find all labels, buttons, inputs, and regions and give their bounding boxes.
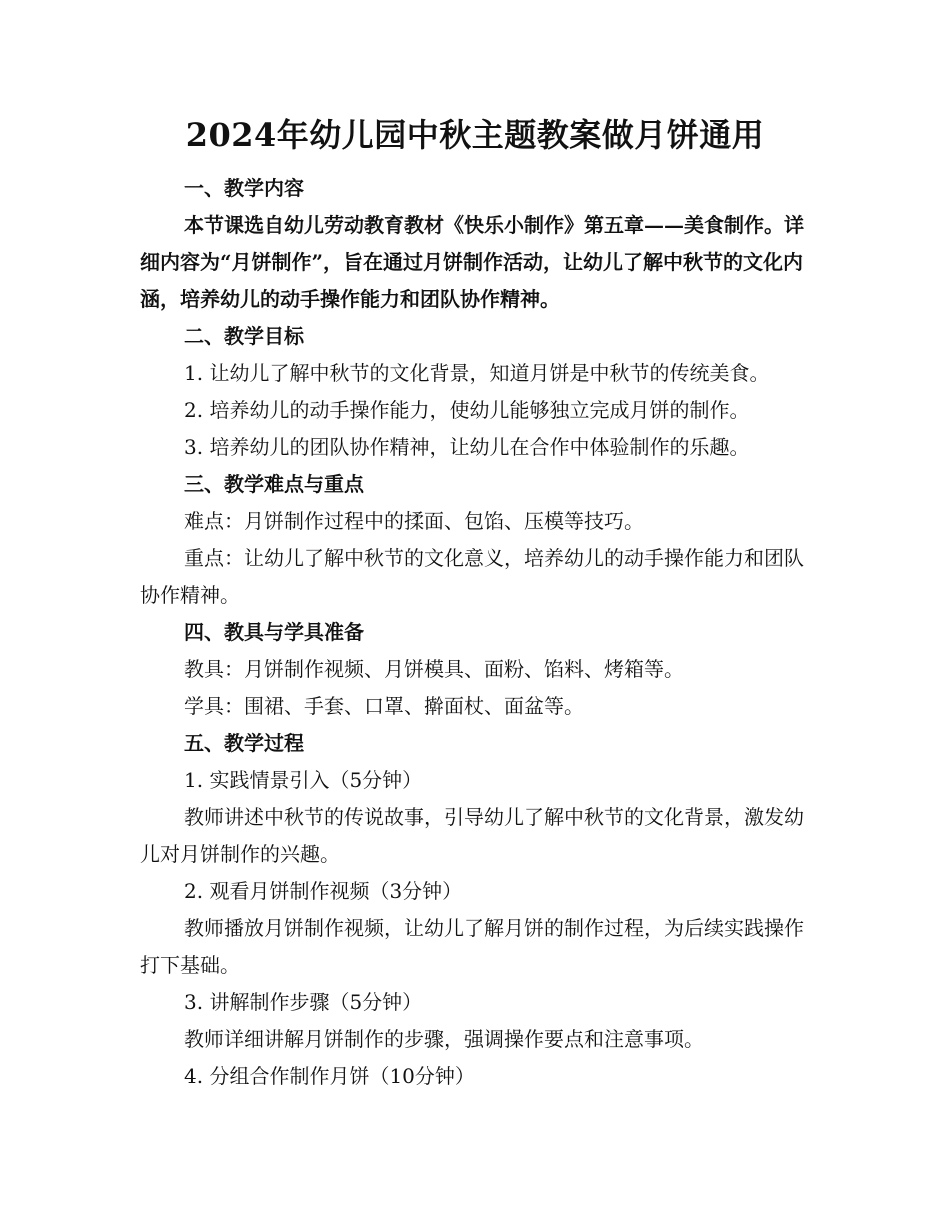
section-heading-process: 五、教学过程: [184, 731, 304, 755]
objective-item-3: 3. 培养幼儿的团队协作精神，让幼儿在合作中体验制作的乐趣。: [184, 435, 750, 459]
objective-item-2: 2. 培养幼儿的动手操作能力，使幼儿能够独立完成月饼的制作。: [184, 398, 750, 422]
section-heading-objectives: 二、教学目标: [184, 324, 304, 348]
section-heading-difficulties: 三、教学难点与重点: [184, 472, 364, 496]
section-heading-materials: 四、教具与学具准备: [184, 620, 364, 644]
content-paragraph: 本节课选自幼儿劳动教育教材《快乐小制作》第五章——美食制作。详细内容为“月饼制作”，旨在通过月饼制作活动，让幼儿了解中秋节的文化内涵，培养幼儿的动手操作能力和团队协作精神。: [140, 213, 804, 311]
process-step-2: 2. 观看月饼制作视频（3分钟）: [184, 879, 463, 903]
document-title: 2024年幼儿园中秋主题教案做月饼通用: [185, 116, 765, 154]
teacher-materials-paragraph: 教具：月饼制作视频、月饼模具、面粉、馅料、烤箱等。: [184, 657, 684, 681]
student-materials-paragraph: 学具：围裙、手套、口罩、擀面杖、面盆等。: [184, 694, 584, 718]
key-point-paragraph: 重点：让幼儿了解中秋节的文化意义，培养幼儿的动手操作能力和团队协作精神。: [140, 546, 804, 607]
difficulty-paragraph: 难点：月饼制作过程中的揉面、包馅、压模等技巧。: [184, 509, 644, 533]
process-step-4: 4. 分组合作制作月饼（10分钟）: [184, 1064, 475, 1088]
process-step-1-text: 教师讲述中秋节的传说故事，引导幼儿了解中秋节的文化背景，激发幼儿对月饼制作的兴趣。: [140, 805, 804, 866]
process-step-2-text: 教师播放月饼制作视频，让幼儿了解月饼的制作过程，为后续实践操作打下基础。: [140, 916, 804, 977]
process-step-3: 3. 讲解制作步骤（5分钟）: [184, 990, 423, 1014]
process-step-3-text: 教师详细讲解月饼制作的步骤，强调操作要点和注意事项。: [184, 1027, 704, 1051]
objective-item-1: 1. 让幼儿了解中秋节的文化背景，知道月饼是中秋节的传统美食。: [184, 361, 770, 385]
section-heading-content: 一、教学内容: [184, 176, 304, 200]
process-step-1: 1. 实践情景引入（5分钟）: [184, 768, 423, 792]
document-body: [140, 170, 808, 1095]
